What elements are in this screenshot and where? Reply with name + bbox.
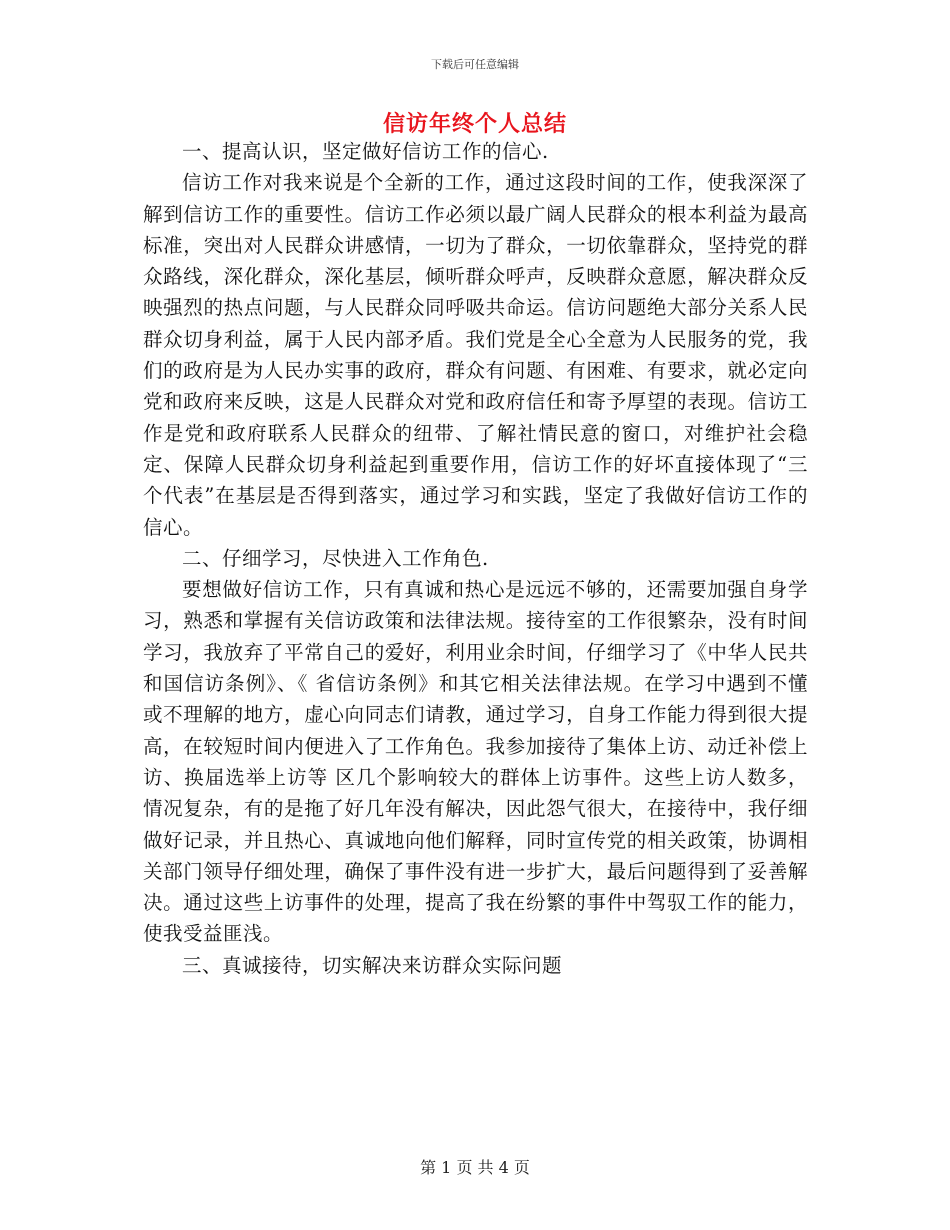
body-paragraph-1: 信访工作对我来说是个全新的工作，通过这段时间的工作，使我深深了解到信访工作的重要性。信访工作必须以最广阔人民群众的根本利益为最高标准，突出对人民群众讲感情，一切为了群众，一切依靠群众，坚持党的群众路线，深化群众，深化基层，倾听群众呼声，反映群众意愿，解决群众反映强烈的热点问题，与人民群众同呼吸共命运。信访问题绝大部分关系人民群众切身利益，属于人民内部矛盾。我们党是全心全意为人民服务的党，我们的政府是为人民办实事的政府，群众有问题、有困难、有要求，就必定向党和政府来反映，这是人民群众对党和政府信任和寄予厚望的表现。信访工作是党和政府联系人民群众的纽带、了解社情民意的窗口，对维护社会稳定、保障人民群众切身利益起到重要作用，信访工作的好坏直接体现了“三个代表”在基层是否得到落实，通过学习和实践，坚定了我做好信访工作的信心。 — [143, 171, 808, 539]
section-heading-2: 二、仔细学习，尽快进入工作角色. — [182, 546, 489, 570]
header-note: 下载后可任意编辑 — [431, 58, 519, 71]
body-paragraph-2: 要想做好信访工作，只有真诚和热心是远远不够的，还需要加强自身学习，熟悉和掌握有关信访政策和法律法规。接待室的工作很繁杂，没有时间学习，我放弃了平常自己的爱好，利用业余时间，仔细学习了《中华人民共和国信访条例》、《 省信访条例》和其它相关法律法规。在学习中遇到不懂或不理解的地方，虚心向同志们请教，通过学习，自身工作能力得到很大提高，在较短时间内便进入了工作角色。我参加接待了集体上访、动迁补偿上访、换届选举上访等 区几个影响较大的群体上访事件。这些上访人数多，情况复杂，有的是拖了好几年没有解决，因此怨气很大，在接待中，我仔细做好记录，并且热心、真诚地向他们解释，同时宣传党的相关政策，协调相关部门领导仔细处理，确保了事件没有进一步扩大，最后问题得到了妥善解决。通过这些上访事件的处理，提高了我在纷繁的事件中驾驭工作的能力，使我受益匪浅。 — [143, 578, 808, 946]
section-heading-3: 三、真诚接待，切实解决来访群众实际问题 — [182, 953, 563, 977]
section-heading-1: 一、提高认识，坚定做好信访工作的信心. — [182, 140, 549, 163]
page-number-footer: 第 1 页 共 4 页 — [420, 1158, 530, 1177]
document-title: 信访年终个人总结 — [382, 111, 567, 137]
document-body — [143, 136, 808, 981]
